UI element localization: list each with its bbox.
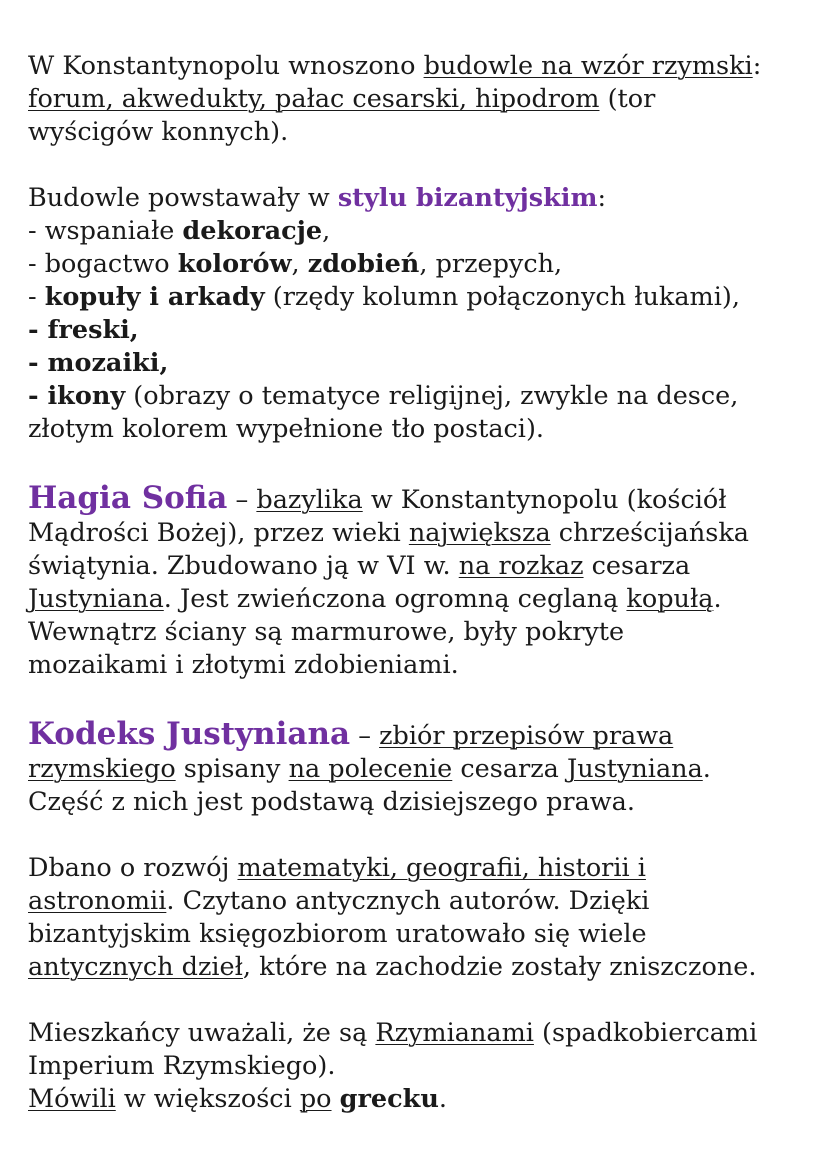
underlined-text: Justyniana xyxy=(566,754,703,784)
text-line xyxy=(28,182,818,215)
text: złotym kolorem wypełnione tło postaci). xyxy=(28,414,545,444)
text-line xyxy=(28,852,818,885)
text: w większości xyxy=(115,1084,300,1114)
text: Dbano o rozwój xyxy=(28,853,238,883)
paragraph-hagia-sofia xyxy=(28,482,818,682)
underlined-text: Rzymianami xyxy=(375,1018,534,1048)
text: chrześcijańska xyxy=(550,518,749,548)
text-line xyxy=(28,753,818,786)
bold-text: - ikony xyxy=(28,381,126,411)
text: cesarza xyxy=(583,551,691,581)
document-page xyxy=(28,50,818,1116)
spacer xyxy=(28,149,818,182)
spacer xyxy=(28,984,818,1017)
text: , xyxy=(322,216,331,246)
spacer xyxy=(28,682,818,718)
text: - xyxy=(28,282,45,312)
text: cesarza xyxy=(452,754,567,784)
text-line xyxy=(28,1017,818,1050)
text-line: Wewnątrz ściany są marmurowe, były pokryte xyxy=(28,617,625,647)
text: Budowle powstawały w xyxy=(28,183,338,213)
text: – xyxy=(227,485,257,515)
text: - bogactwo xyxy=(28,249,178,279)
text-line: mozaikami i złotymi zdobieniami. xyxy=(28,650,459,680)
text: . xyxy=(438,1084,447,1114)
spacer xyxy=(28,446,818,482)
paragraph-architecture xyxy=(28,50,818,149)
underlined-text: bazylika xyxy=(256,485,363,515)
list-item xyxy=(28,380,818,413)
text-line xyxy=(28,83,818,116)
text: Mieszkańcy uważali, że są xyxy=(28,1018,376,1048)
list-item: - mozaiki, xyxy=(28,348,169,378)
text: Mądrości Bożej), przez wieki xyxy=(28,518,409,548)
text: (spadkobiercami xyxy=(533,1018,758,1048)
spacer xyxy=(28,819,818,852)
text-line xyxy=(28,517,818,550)
paragraph-inhabitants xyxy=(28,1017,818,1116)
text-line: Imperium Rzymskiego). xyxy=(28,1051,336,1081)
underlined-text: matematyki, geografii, historii i xyxy=(237,853,646,883)
text-line xyxy=(28,50,818,83)
text: , przepych, xyxy=(419,249,563,279)
underlined-text: zbiór przepisów prawa xyxy=(379,721,674,751)
text: spisany xyxy=(175,754,289,784)
text xyxy=(332,1084,340,1114)
underlined-text: na polecenie xyxy=(288,754,453,784)
text-line xyxy=(28,1083,818,1116)
underlined-text: forum, akwedukty, pałac cesarski, hipodrom xyxy=(28,84,600,114)
text: : xyxy=(752,51,762,81)
text: : xyxy=(597,183,607,213)
text: wyścigów konnych). xyxy=(28,117,289,147)
text-line xyxy=(28,116,818,149)
paragraph-science xyxy=(28,852,818,984)
text-line xyxy=(28,718,818,753)
text: świątynia. Zbudowano ją w VI w. xyxy=(28,551,459,581)
underlined-text: Mówili xyxy=(28,1084,116,1114)
underlined-text: po xyxy=(299,1084,332,1114)
underlined-text: największa xyxy=(408,518,551,548)
bold-text: kolorów xyxy=(177,249,292,279)
paragraph-justinian-code xyxy=(28,718,818,819)
text: (obrazy o tematyce religijnej, zwykle na desce, xyxy=(125,381,739,411)
list-item xyxy=(28,215,818,248)
underlined-text: kopułą xyxy=(626,584,714,614)
text-line: bizantyjskim księgozbiorom uratowało się wiele xyxy=(28,919,647,949)
text-line xyxy=(28,951,818,984)
text: , które na zachodzie zostały zniszczone. xyxy=(242,952,757,982)
text-line xyxy=(28,550,818,583)
bold-text: kopuły i arkady xyxy=(44,282,265,312)
text-line xyxy=(28,583,818,616)
text: . Jest zwieńczona ogromną ceglaną xyxy=(163,584,627,614)
paragraph-byzantine-style xyxy=(28,182,818,446)
underlined-text: astronomii xyxy=(28,886,167,916)
underlined-text: budowle na wzór rzymski xyxy=(423,51,753,81)
text-line: Część z nich jest podstawą dzisiejszego prawa. xyxy=(28,787,635,817)
underlined-text: rzymskiego xyxy=(28,754,176,784)
bold-text: grecku xyxy=(339,1084,439,1114)
text: W Konstantynopolu wnoszono xyxy=(28,51,424,81)
text: . Czytano antycznych autorów. Dzięki xyxy=(166,886,650,916)
accent-text: stylu bizantyjskim xyxy=(337,183,598,213)
section-heading: Hagia Sofia xyxy=(28,480,228,516)
text: - wspaniałe xyxy=(28,216,183,246)
text: (rzędy kolumn połączonych łukami), xyxy=(264,282,740,312)
text: . xyxy=(713,584,722,614)
text: (tor xyxy=(599,84,656,114)
underlined-text: Justyniana xyxy=(28,584,164,614)
text: , xyxy=(291,249,308,279)
text-line xyxy=(28,885,818,918)
text: . xyxy=(702,754,711,784)
text-line xyxy=(28,413,818,446)
underlined-text: antycznych dzieł xyxy=(28,952,243,982)
list-item xyxy=(28,281,818,314)
section-heading: Kodeks Justyniana xyxy=(28,716,351,752)
underlined-text: na rozkaz xyxy=(458,551,584,581)
list-item: - freski, xyxy=(28,315,139,345)
text-line xyxy=(28,482,818,517)
text: – xyxy=(350,721,380,751)
bold-text: zdobień xyxy=(307,249,420,279)
text: w Konstantynopolu (kościół xyxy=(362,485,727,515)
bold-text: dekoracje xyxy=(182,216,323,246)
list-item xyxy=(28,248,818,281)
